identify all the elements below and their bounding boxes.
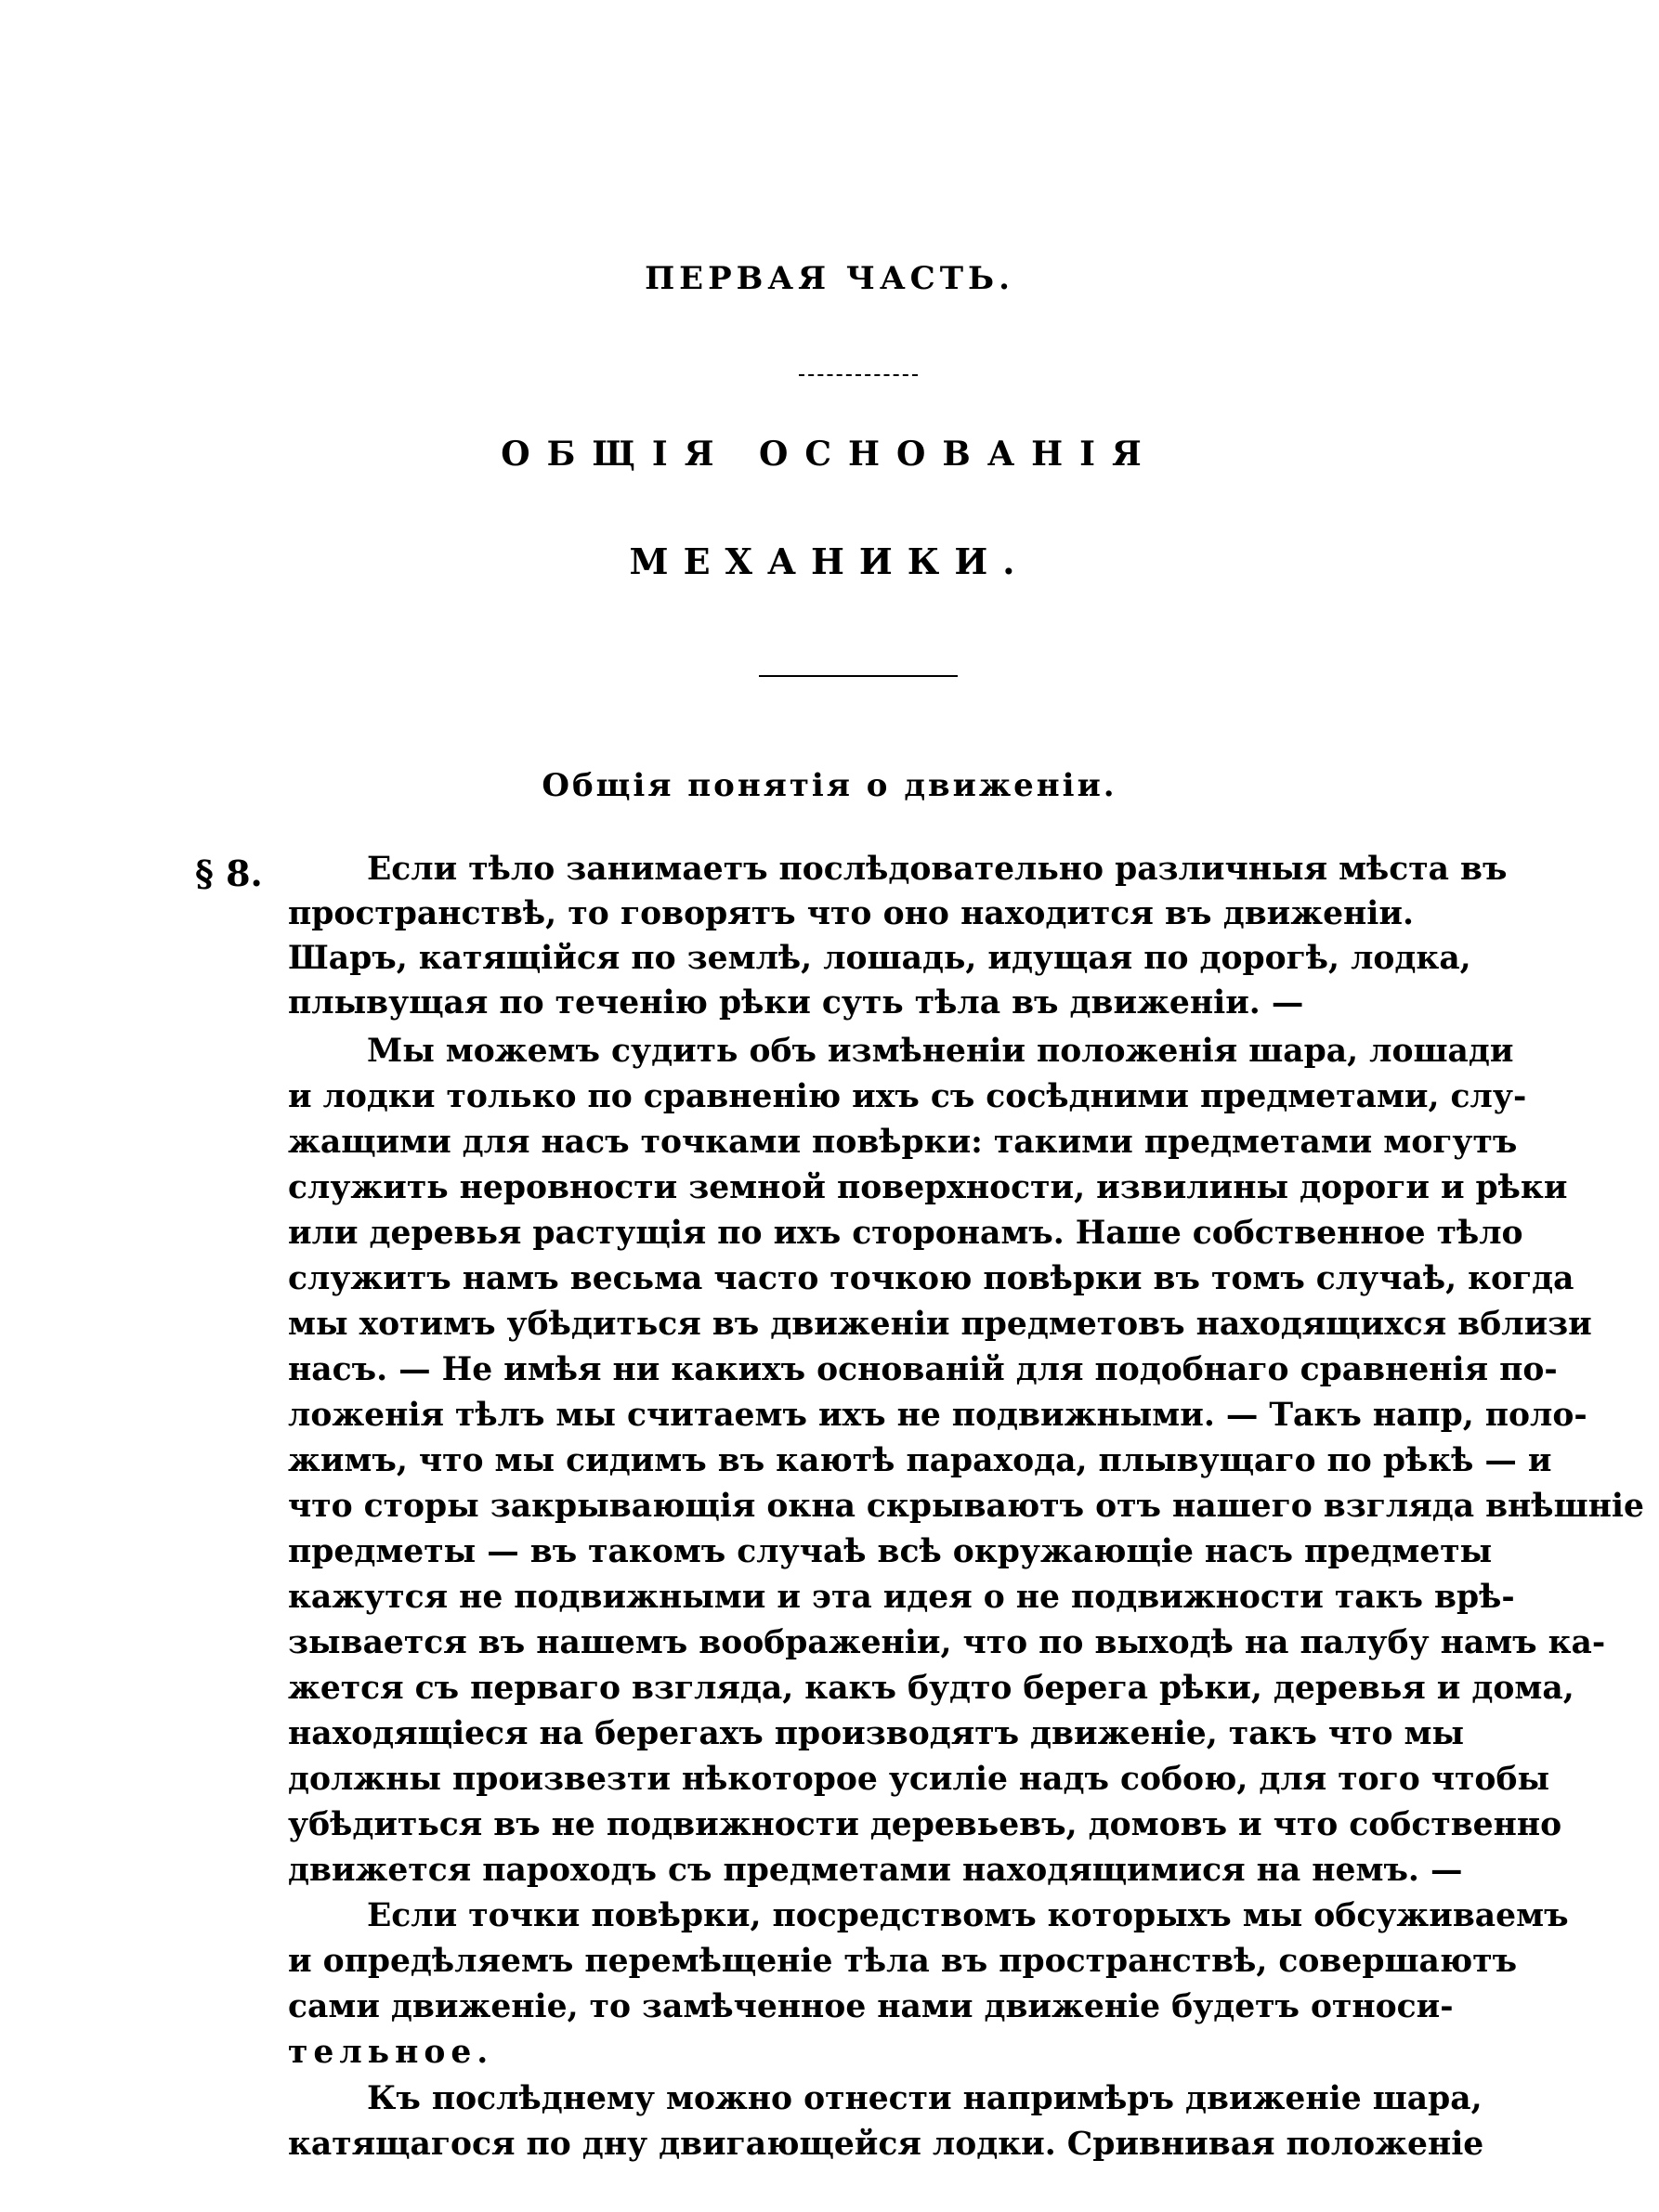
section-divider <box>759 675 958 677</box>
text-line: Мы можемъ судить объ измѣненіи положенія шара, лошади <box>367 1033 1514 1070</box>
text-line: Къ послѣднему можно отнести напримѣръ движеніе шара, <box>367 2080 1483 2117</box>
text-line: должны произвезти нѣкоторое усиліе надъ собою, для того чтобы <box>288 1761 1550 1798</box>
text-line: мы хотимъ убѣдиться въ движеніи предметовъ находящихся вблизи <box>288 1306 1592 1343</box>
text-line: и опредѣляемъ перемѣщеніе тѣла въ пространствѣ, совершаютъ <box>288 1943 1518 1980</box>
text-line: Если точки повѣрки, посредствомъ которыхъ мы обсуживаемъ <box>367 1897 1569 1934</box>
text-line: движется пароходъ съ предметами находящимися на немъ. — <box>288 1852 1463 1889</box>
text-line: предметы — въ такомъ случаѣ всѣ окружающіе насъ предметы <box>288 1533 1493 1570</box>
text-line: или деревья растущія по ихъ сторонамъ. Наше собственное тѣло <box>288 1215 1523 1252</box>
text-line: ложенія тѣлъ мы считаемъ ихъ не подвижными. — Такъ напр, поло- <box>288 1397 1587 1434</box>
text-line: Шаръ, катящійся по землѣ, лошадь, идущая по дорогѣ, лодка, <box>288 940 1471 977</box>
text-line: жимъ, что мы сидимъ въ каютѣ парахода, плывущаго по рѣкѣ — и <box>288 1442 1552 1479</box>
section-title-line1: ОБЩІЯ ОСНОВАНІЯ <box>501 435 1158 474</box>
part-title: ПЕРВАЯ ЧАСТЬ. <box>645 260 1014 297</box>
text-line: и лодки только по сравненію ихъ съ сосѣдними предметами, слу- <box>288 1078 1527 1115</box>
text-line: катящагося по дну двигающейся лодки. Сривнивая положеніе <box>288 2126 1484 2163</box>
text-line: насъ. — Не имѣя ни какихъ основаній для подобнаго сравненія по- <box>288 1351 1558 1388</box>
text-line: пространствѣ, то говорятъ что оно находится въ движеніи. <box>288 895 1414 932</box>
text-line: убѣдиться въ не подвижности деревьевъ, домовъ и что собственно <box>288 1806 1562 1843</box>
text-line: тельное. <box>288 2034 494 2071</box>
text-line: сами движеніе, то замѣченное нами движеніе будетъ относи- <box>288 1988 1454 2025</box>
text-line: служить неровности земной поверхности, извилины дороги и рѣки <box>288 1169 1568 1206</box>
text-line: кажутся не подвижными и эта идея о не подвижности такъ врѣ- <box>288 1579 1515 1616</box>
text-line: Если тѣло занимаетъ послѣдовательно различныя мѣста въ <box>367 851 1508 888</box>
text-line: зывается въ нашемъ воображеніи, что по выходѣ на палубу намъ ка- <box>288 1624 1606 1661</box>
text-line: находящіеся на берегахъ производятъ движеніе, такъ что мы <box>288 1715 1465 1752</box>
text-line: жащими для насъ точками повѣрки: такими предметами могутъ <box>288 1124 1518 1161</box>
short-dashed-divider <box>799 374 918 376</box>
text-line: жется съ перваго взгляда, какъ будто берега рѣки, деревья и дома, <box>288 1670 1574 1707</box>
section-title-line2: МЕХАНИКИ. <box>629 540 1030 582</box>
subsection-title: Общія понятія о движеніи. <box>542 767 1117 804</box>
text-line: плывущая по теченію рѣки суть тѣла въ движеніи. — <box>288 984 1304 1021</box>
section-number: § 8. <box>195 852 263 894</box>
text-line: служитъ намъ весьма часто точкою повѣрки въ томъ случаѣ, когда <box>288 1260 1574 1297</box>
text-line: что сторы закрывающія окна скрываютъ отъ нашего взгляда внѣшніе <box>288 1488 1644 1525</box>
